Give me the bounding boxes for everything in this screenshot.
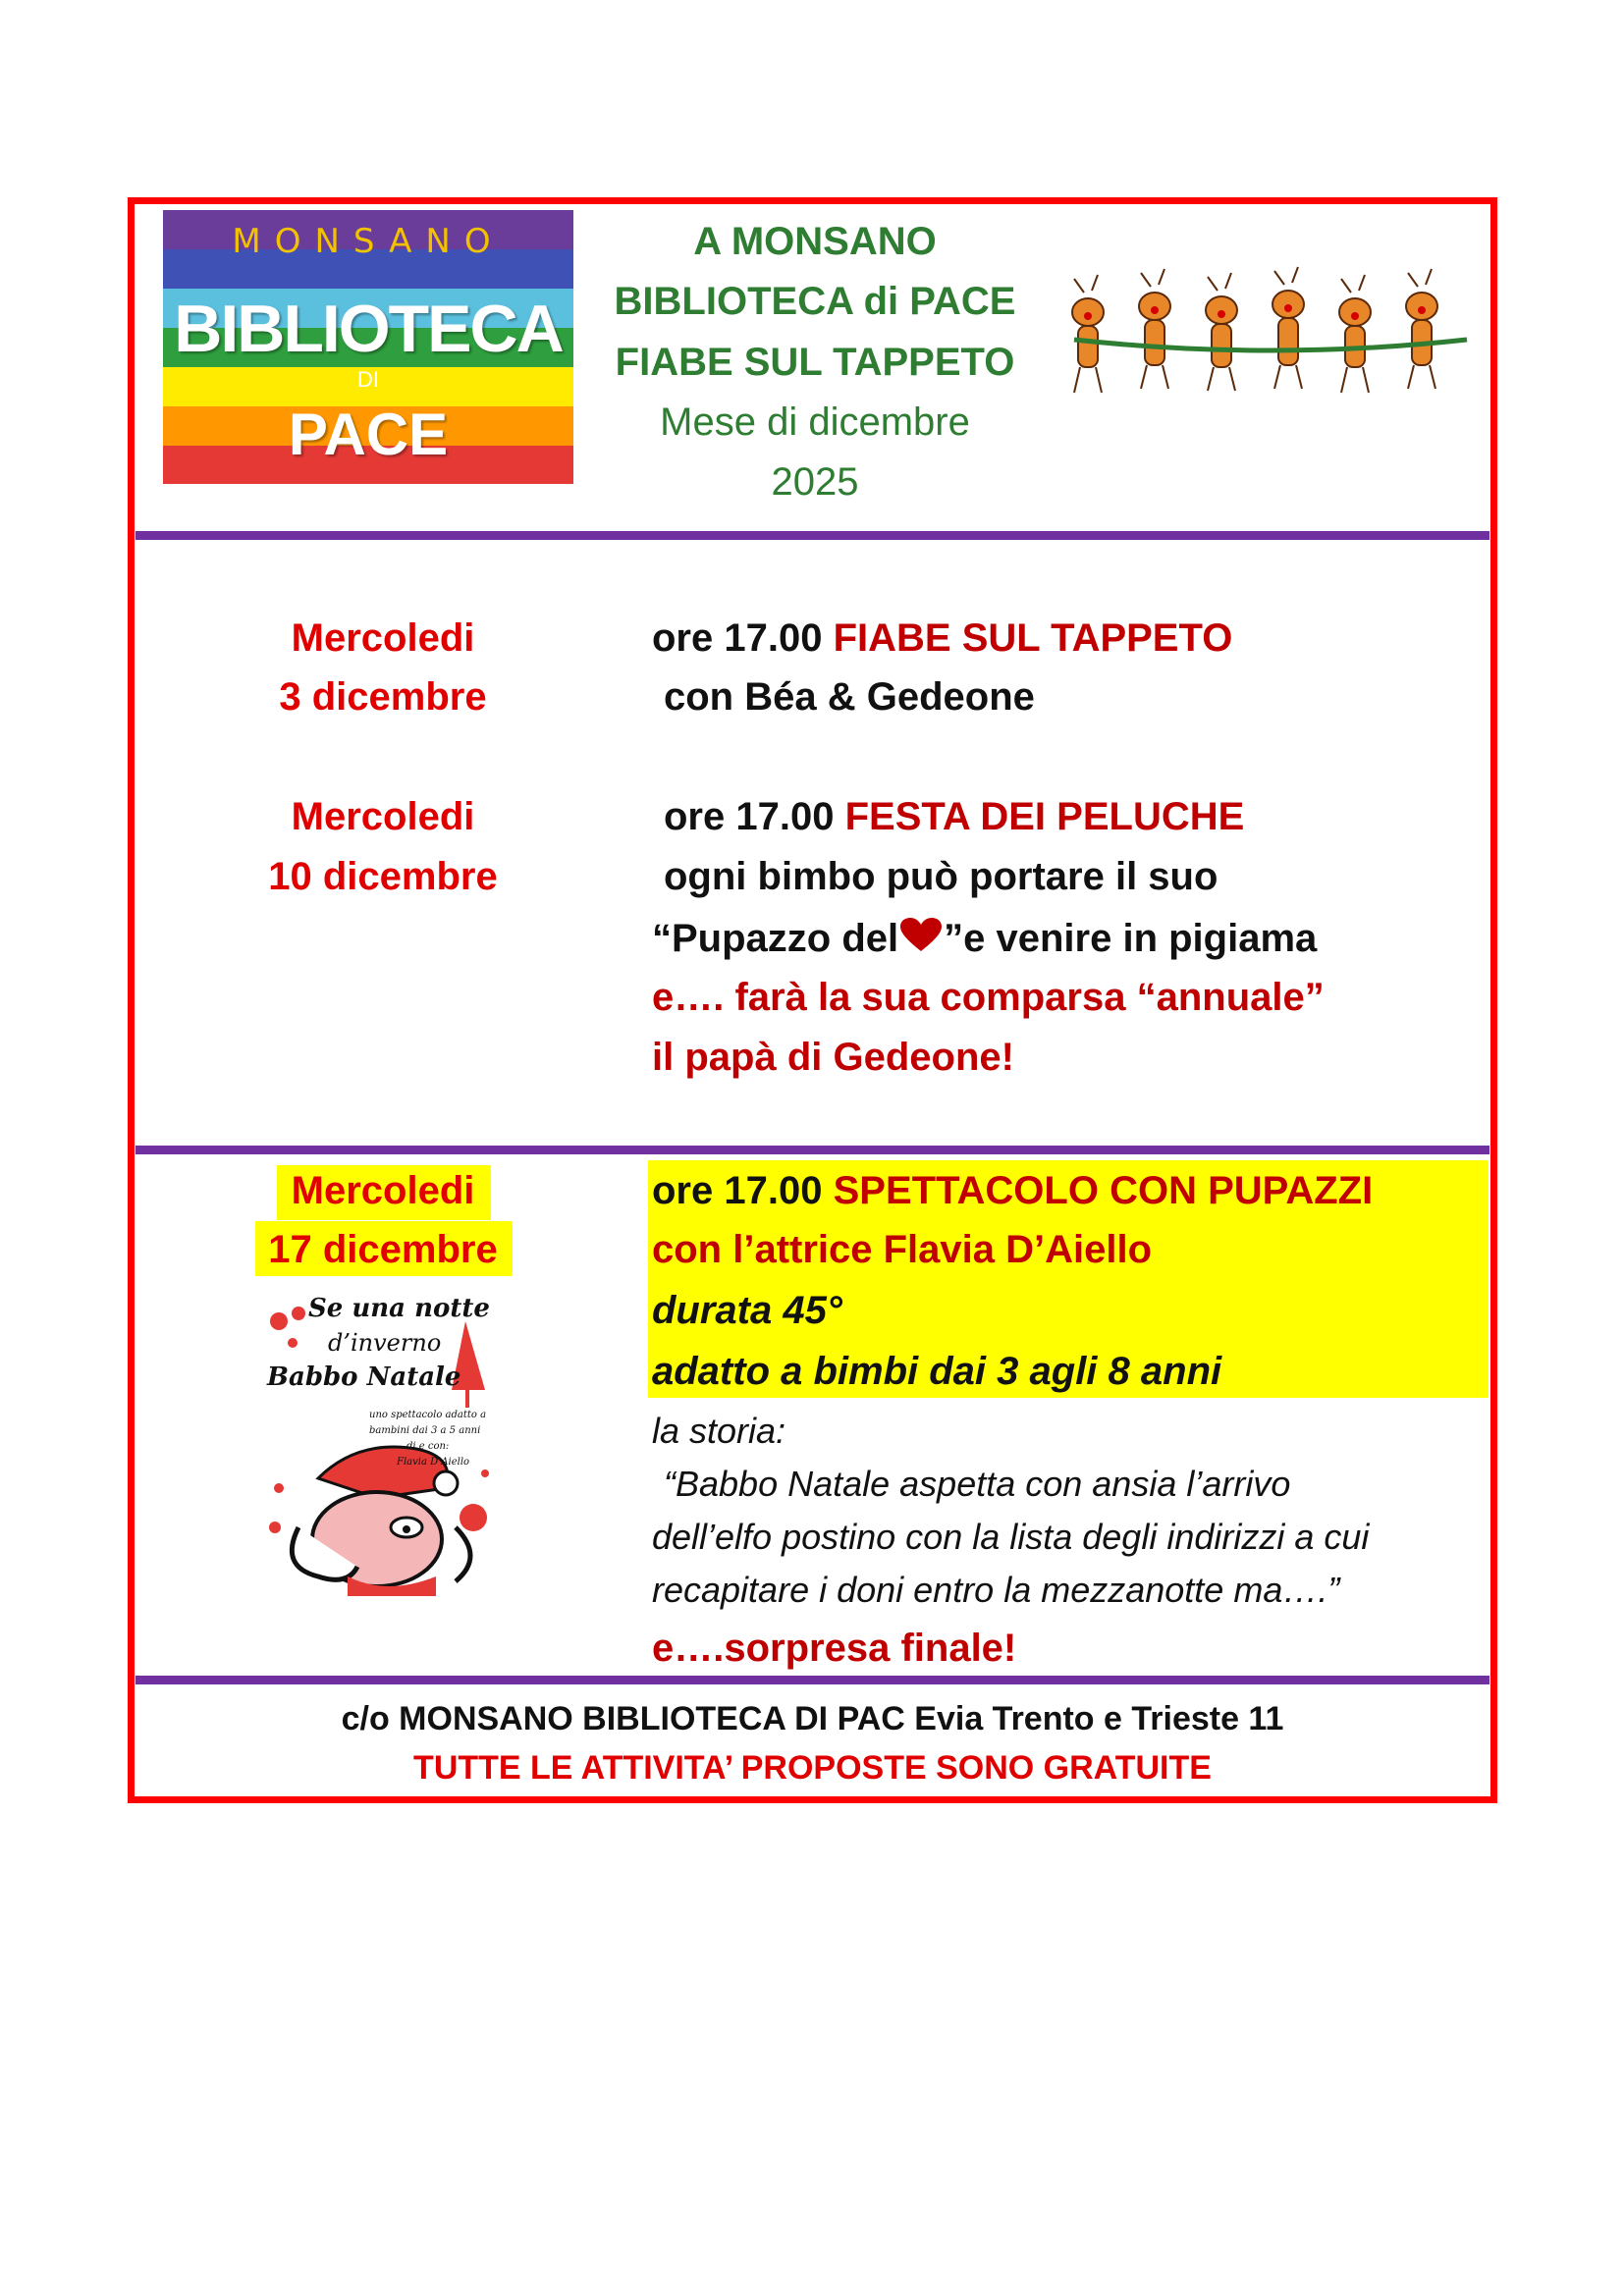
event2-line2-b: ”e venire in pigiama	[944, 917, 1318, 960]
poster-note4: Flavia D’Aiello	[397, 1457, 470, 1468]
poster-title3: Babbo Natale	[267, 1362, 461, 1392]
event3-story-label: la storia:	[652, 1411, 786, 1451]
event2-line2	[652, 918, 1317, 958]
logo-main-word: BIBLIOTECA	[174, 292, 563, 366]
logo-bottom-word: PACE	[288, 401, 449, 467]
biblioteca-di-pace-logo	[163, 210, 573, 484]
reindeer-row-icon	[1055, 263, 1487, 412]
event2-line2-a: “Pupazzo del	[652, 917, 899, 960]
event2-day: Mercoledi	[291, 795, 475, 838]
divider-2	[135, 1146, 1489, 1154]
event2-time: ore 17.00	[664, 795, 835, 838]
poster-note1: uno spettacolo adatto a	[369, 1410, 487, 1420]
event3-line1: con l’attrice Flavia D’Aiello	[652, 1228, 1153, 1271]
header-line5: 2025	[771, 460, 859, 504]
header-line3: FIABE SUL TAPPETO	[615, 341, 1015, 384]
event2-line1: ogni bimbo può portare il suo	[664, 855, 1218, 898]
poster-title1: Se una notte	[308, 1294, 490, 1323]
event3-title: SPETTACOLO CON PUPAZZI	[833, 1169, 1374, 1212]
event2-headline	[664, 797, 1244, 836]
footer-free-activities: TUTTE LE ATTIVITA’ PROPOSTE SONO GRATUITE	[413, 1749, 1212, 1787]
babbo-natale-poster	[259, 1282, 516, 1596]
event3-line2: durata 45°	[652, 1289, 842, 1332]
header-line1: A MONSANO	[693, 220, 937, 263]
event3-time: ore 17.00	[652, 1169, 823, 1212]
poster-note3: di e con:	[406, 1441, 450, 1452]
event3-line3: adatto a bimbi dai 3 agli 8 anni	[652, 1350, 1222, 1393]
logo-small-word: DI	[357, 367, 379, 392]
divider-3	[135, 1676, 1489, 1684]
event3-story-line3: recapitare i doni entro la mezzanotte ma….”	[652, 1570, 1340, 1610]
poster-note2: bambini dai 3 a 5 anni	[369, 1425, 481, 1436]
divider-1	[135, 531, 1489, 540]
event1-headline	[652, 618, 1232, 658]
event3-date: 17 dicembre	[268, 1228, 498, 1271]
event3-story-line2: dell’elfo postino con la lista degli indirizzi a cui	[652, 1517, 1370, 1557]
footer-address: c/o MONSANO BIBLIOTECA DI PAC Evia Trento e Trieste 11	[341, 1700, 1284, 1737]
event3-headline	[652, 1171, 1373, 1210]
event2-date: 10 dicembre	[268, 855, 498, 898]
event2-title: FESTA DEI PELUCHE	[844, 795, 1245, 838]
logo-top-word: MONSANO	[232, 222, 505, 261]
event2-line3: e…. farà la sua comparsa “annuale”	[652, 976, 1325, 1019]
event3-finale: e….sorpresa finale!	[652, 1627, 1017, 1670]
event1-day: Mercoledi	[291, 616, 475, 660]
event1-time: ore 17.00	[652, 616, 823, 660]
event1-with: con Béa & Gedeone	[664, 675, 1035, 719]
header-line2: BIBLIOTECA di PACE	[614, 280, 1016, 323]
event1-date: 3 dicembre	[279, 675, 487, 719]
heart-icon	[900, 918, 942, 953]
event1-title: FIABE SUL TAPPETO	[833, 616, 1233, 660]
header-line4: Mese di dicembre	[660, 400, 970, 444]
event3-story-line1: “Babbo Natale aspetta con ansia l’arrivo	[664, 1464, 1291, 1504]
event3-day: Mercoledi	[291, 1169, 475, 1212]
poster-title2: d’inverno	[328, 1329, 442, 1357]
event2-line4: il papà di Gedeone!	[652, 1036, 1014, 1079]
